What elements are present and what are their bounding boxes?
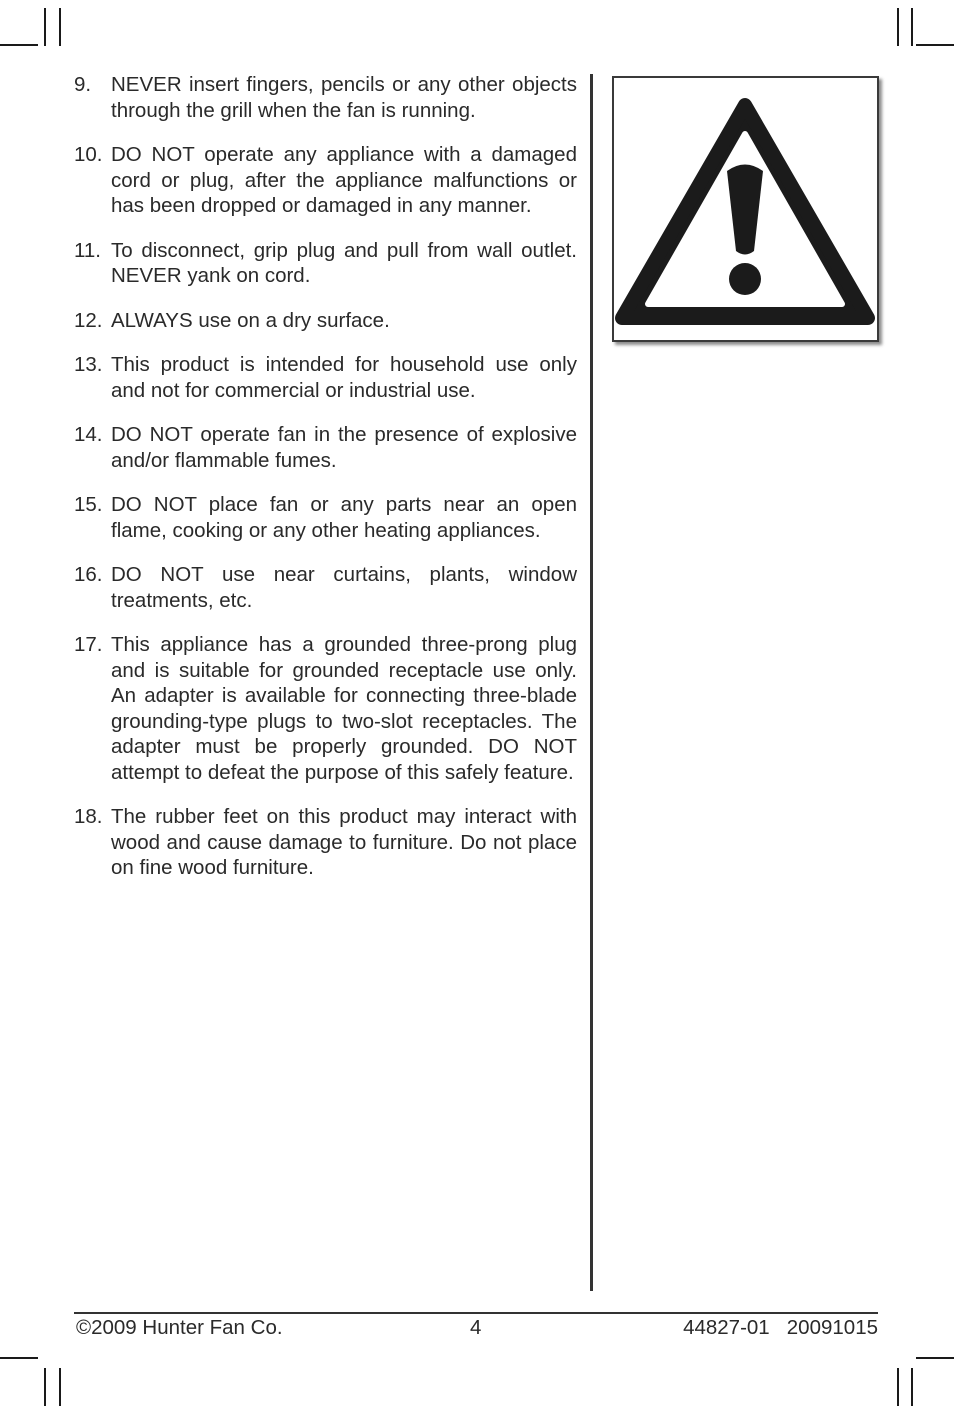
crop-mark [59, 1368, 61, 1406]
item-number: 11. [74, 238, 101, 262]
item-number: 9. [74, 73, 92, 96]
crop-mark [0, 44, 38, 46]
item-number: 18. [74, 805, 103, 828]
page-number: 4 [470, 1316, 482, 1339]
list-item [74, 308, 577, 334]
crop-mark [44, 8, 46, 46]
crop-mark [911, 1368, 913, 1406]
item-text: DO NOT operate fan in the presence of explosive and/or flammable fumes. [111, 423, 577, 472]
list-item [74, 562, 577, 613]
crop-mark [916, 44, 954, 46]
item-text: This appliance has a grounded three-prong plug and is suitable for grounded receptacle use only. An adapter is available for connecting three-blade grounding-type plugs to two-slot receptacles. The adapter must be properly grounded. DO NOT attempt to defeat the purpose of this safely feature. [111, 633, 577, 784]
crop-mark [44, 1368, 46, 1406]
list-item [74, 632, 577, 785]
item-number: 15. [74, 493, 103, 516]
item-text: The rubber feet on this product may interact with wood and cause damage to furniture. Do not place on fine wood furniture. [111, 805, 577, 879]
list-item [74, 142, 577, 219]
item-number: 10. [74, 143, 103, 166]
list-item [74, 492, 577, 543]
item-text: To disconnect, grip plug and pull from wall outlet. NEVER yank on cord. [111, 238, 577, 287]
crop-mark [916, 1357, 954, 1359]
item-number: 14. [74, 423, 103, 446]
item-text: DO NOT use near curtains, plants, window treatments, etc. [111, 563, 577, 612]
list-item [74, 72, 577, 123]
crop-mark [897, 8, 899, 46]
item-text: This product is intended for household use only and not for commercial or industrial use. [111, 353, 577, 402]
item-number: 17. [74, 633, 103, 656]
item-text: DO NOT place fan or any parts near an open flame, cooking or any other heating appliances. [111, 493, 577, 542]
exclamation-triangle-icon [614, 78, 877, 340]
footer-doc-code: 44827-01 20091015 [683, 1316, 878, 1339]
item-number: 16. [74, 563, 103, 586]
item-number: 13. [74, 353, 103, 376]
crop-mark [59, 8, 61, 46]
footer-copyright: ©2009 Hunter Fan Co. [76, 1316, 283, 1339]
list-item [74, 238, 577, 289]
warning-symbol-box [612, 76, 879, 342]
crop-mark [0, 1357, 38, 1359]
item-text: NEVER insert fingers, pencils or any other objects through the grill when the fan is running. [111, 73, 577, 122]
item-text: ALWAYS use on a dry surface. [111, 308, 390, 332]
column-divider [590, 74, 593, 1291]
item-number: 12. [74, 308, 103, 332]
safety-instructions-list [74, 72, 577, 900]
list-item [74, 422, 577, 473]
list-item [74, 352, 577, 403]
crop-mark [911, 8, 913, 46]
item-text: DO NOT operate any appliance with a damaged cord or plug, after the appliance malfunctions or has been dropped or damaged in any manner. [111, 143, 577, 217]
crop-mark [897, 1368, 899, 1406]
footer-rule [74, 1312, 878, 1314]
list-item [74, 804, 577, 881]
